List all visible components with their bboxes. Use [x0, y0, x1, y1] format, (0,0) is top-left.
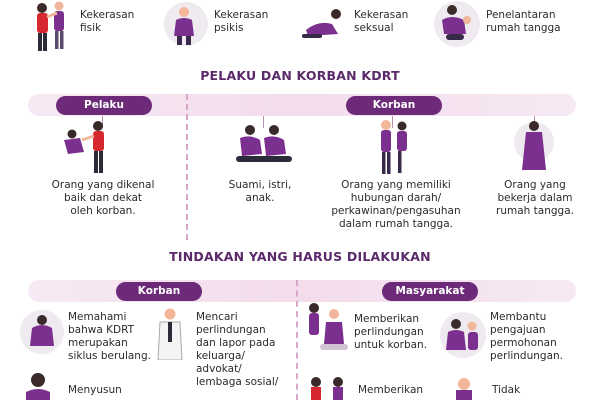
section-title-tindakan: TINDAKAN YANG HARUS DILAKUKAN — [169, 249, 431, 264]
illustration-relatives — [376, 118, 412, 178]
illustration-seeking-help — [150, 306, 190, 360]
illustration-giving — [304, 374, 354, 400]
masyarakat-action-memberikan: Memberikan — [358, 384, 424, 396]
korban-item-suami-istri-anak: Suami, istri, anak. — [228, 179, 292, 204]
korban-action-menyusun: Menyusun — [68, 384, 122, 396]
label-penelantaran-rumah-tangga: Penelantaran rumah tangga — [486, 9, 561, 34]
pelaku-description: Orang yang dikenal baik dan dekat oleh korban. — [51, 179, 155, 217]
section-title-pelaku-korban: PELAKU DAN KORBAN KDRT — [200, 68, 400, 83]
korban-pill-section2: Korban — [116, 282, 202, 301]
section2-divider — [296, 280, 298, 400]
pelaku-pill: Pelaku — [56, 96, 152, 115]
illustration-protection — [300, 300, 352, 356]
korban-item-hubungan-darah: Orang yang memiliki hubungan darah/ perkawinan/pengasuhan dalam rumah tangga. — [331, 179, 461, 230]
illustration-family — [228, 122, 304, 170]
section1-divider — [186, 94, 188, 240]
masyarakat-pill: Masyarakat — [382, 282, 478, 301]
illustration-household-neglect — [432, 0, 482, 48]
label-kekerasan-seksual: Kekerasan seksual — [354, 9, 409, 34]
illustration-assisting — [438, 310, 488, 360]
korban-action-mencari-perlindungan: Mencari perlindungan dan lapor pada keluarga/ advokat/ lembaga sosial/ — [196, 311, 279, 388]
illustration-planning — [20, 372, 56, 400]
label-kekerasan-psikis: Kekerasan psikis — [214, 9, 269, 34]
section2-band — [28, 280, 576, 302]
illustration-understanding — [18, 306, 66, 356]
korban-pill-section1: Korban — [346, 96, 442, 115]
illustration-sexual-violence — [298, 6, 348, 42]
korban-item-bekerja-rumah-tangga: Orang yang bekerja dalam rumah tangga. — [496, 179, 574, 217]
masyarakat-action-memberikan-perlindungan: Memberikan perlindungan untuk korban. — [354, 313, 428, 351]
masyarakat-action-membantu-pengajuan: Membantu pengajuan permohonan perlindungan. — [490, 311, 563, 362]
label-kekerasan-fisik: Kekerasan fisik — [80, 9, 135, 34]
masyarakat-action-tidak: Tidak — [492, 384, 521, 396]
illustration-domestic-worker — [512, 118, 556, 178]
illustration-perpetrator — [58, 118, 112, 178]
illustration-psychological-violence — [162, 0, 210, 48]
illustration-not — [446, 376, 482, 400]
korban-action-memahami: Memahami bahwa KDRT merupakan siklus berulang. — [68, 311, 151, 362]
illustration-physical-violence — [28, 0, 72, 56]
